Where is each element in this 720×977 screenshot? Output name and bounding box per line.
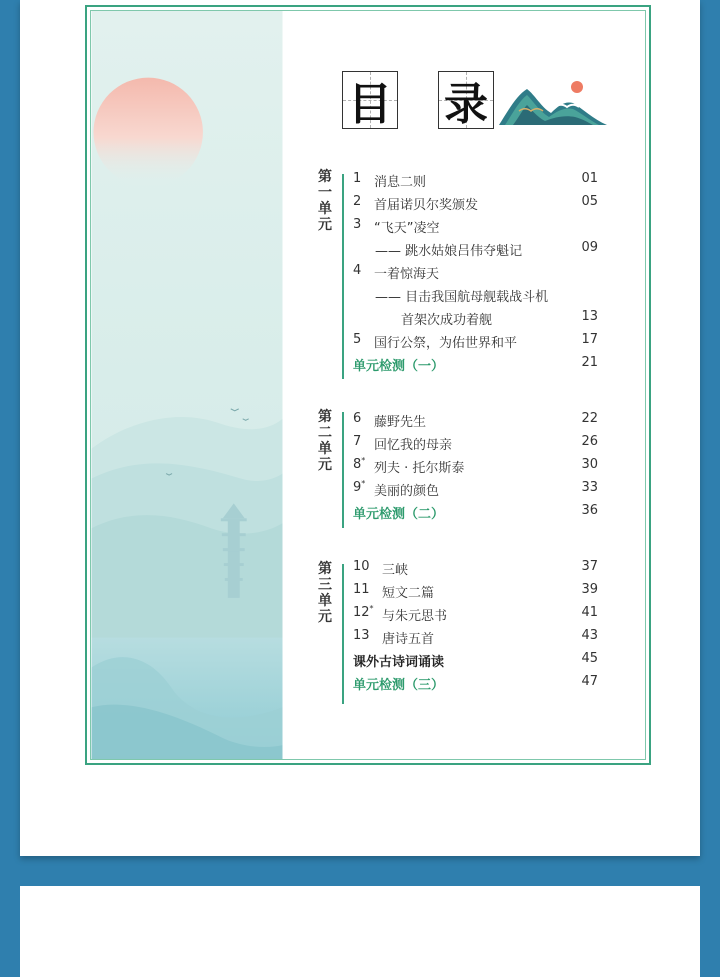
unit-test-link[interactable] [353, 674, 598, 697]
page-number: 30 [581, 457, 598, 472]
page-number: 37 [581, 559, 598, 574]
toc-entry[interactable] [353, 411, 598, 434]
toc-entry[interactable] [353, 480, 598, 503]
toc-entry[interactable] [353, 651, 598, 674]
title-char-2: 录 [444, 79, 488, 130]
lesson-title: 单元检测（二） [353, 507, 445, 522]
next-page [20, 886, 700, 977]
toc-entry[interactable] [353, 332, 598, 355]
page-number: 17 [581, 332, 598, 347]
toc-entry[interactable] [353, 605, 598, 628]
lesson-title: 藤野先生 [374, 415, 427, 430]
lesson-title: 列夫 · 托尔斯泰 [374, 461, 465, 476]
toc-entry[interactable] [353, 286, 598, 309]
lesson-title: 短文二篇 [382, 586, 435, 601]
optional-star-icon: * [361, 479, 366, 488]
page-number: 01 [581, 171, 598, 186]
title-box-2 [438, 71, 494, 129]
lesson-title: 消息二则 [374, 175, 427, 190]
page-number: 21 [581, 355, 598, 370]
optional-star-icon: * [369, 604, 374, 613]
lesson-number: 3 [353, 217, 362, 232]
unit-label: 第 三 单 元 [318, 561, 332, 625]
lesson-title: —— 目击我国航母舰载战斗机 [375, 290, 549, 305]
lesson-title: 首届诺贝尔奖颁发 [374, 198, 479, 213]
lesson-title: 三峡 [382, 563, 409, 578]
lesson-title: 唐诗五首 [382, 632, 435, 647]
unit-bar [342, 412, 344, 528]
unit-label: 第 一 单 元 [318, 169, 332, 233]
toc-entry[interactable] [353, 240, 598, 263]
lesson-title: 国行公祭，为佑世界和平 [374, 336, 518, 351]
page-number: 13 [581, 309, 598, 324]
page-number: 41 [581, 605, 598, 620]
page-frame [85, 5, 651, 765]
lesson-number: 8* [353, 456, 366, 472]
lesson-number: 5 [353, 332, 362, 347]
lesson-number: 7 [353, 434, 362, 449]
toc-entry[interactable] [353, 457, 598, 480]
toc-entry[interactable] [353, 309, 598, 332]
lesson-title: “飞天”凌空 [374, 221, 440, 236]
unit-label: 第 二 单 元 [318, 409, 332, 473]
lesson-title: 单元检测（三） [353, 678, 445, 693]
toc-entry[interactable] [353, 434, 598, 457]
lesson-number: 11 [353, 582, 370, 597]
optional-star-icon: * [361, 456, 366, 465]
toc-entry[interactable] [353, 171, 598, 194]
page-number: 45 [581, 651, 598, 666]
toc-page [20, 0, 700, 856]
toc-entry[interactable] [353, 628, 598, 651]
unit-bar [342, 564, 344, 704]
page-number: 05 [581, 194, 598, 209]
lesson-number: 6 [353, 411, 362, 426]
page-number: 47 [581, 674, 598, 689]
page-number: 36 [581, 503, 598, 518]
lesson-title: —— 跳水姑娘吕伟夺魁记 [375, 244, 523, 259]
lesson-number: 12* [353, 604, 374, 620]
page-number: 43 [581, 628, 598, 643]
page-number: 26 [581, 434, 598, 449]
toc-entry[interactable] [353, 194, 598, 217]
page-number: 22 [581, 411, 598, 426]
lesson-number: 9* [353, 479, 366, 495]
toc-entry[interactable] [353, 217, 598, 240]
unit-bar [342, 174, 344, 379]
page-number: 39 [581, 582, 598, 597]
lesson-number: 10 [353, 559, 370, 574]
lesson-title: 单元检测（一） [353, 359, 445, 374]
lesson-title: 回忆我的母亲 [374, 438, 453, 453]
toc-entry[interactable] [353, 559, 598, 582]
lesson-title: 首架次成功着舰 [401, 313, 493, 328]
mountain-cloud-icon [499, 79, 607, 127]
title-char-1: 目 [348, 79, 392, 130]
lesson-number: 13 [353, 628, 370, 643]
lesson-title: 课外古诗词诵读 [353, 655, 445, 670]
toc-entry[interactable] [353, 263, 598, 286]
lesson-number: 2 [353, 194, 362, 209]
page-number: 09 [581, 240, 598, 255]
lesson-number: 1 [353, 171, 362, 186]
unit-test-link[interactable] [353, 503, 598, 526]
toc-entry[interactable] [353, 582, 598, 605]
lesson-title: 一着惊海天 [374, 267, 440, 282]
page-number: 33 [581, 480, 598, 495]
landscape-illustration [91, 11, 283, 759]
unit-test-link[interactable] [353, 355, 598, 378]
lesson-number: 4 [353, 263, 362, 278]
page-frame-inner [90, 10, 646, 760]
lesson-title: 与朱元思书 [382, 609, 448, 624]
lesson-title: 美丽的颜色 [374, 484, 440, 499]
title-box-1 [342, 71, 398, 129]
